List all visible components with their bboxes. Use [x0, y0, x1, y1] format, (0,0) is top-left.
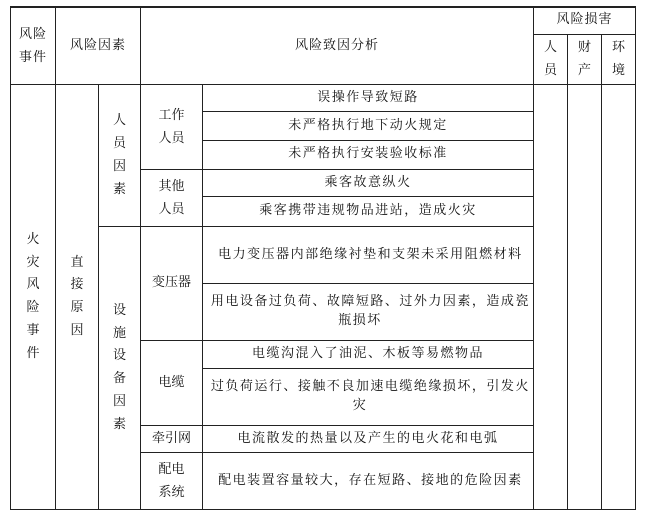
header-damage-personnel: 人员: [534, 34, 568, 84]
cause-cell: 乘客故意纵火: [203, 169, 534, 196]
cause-cell: 用电设备过负荷、故障短路、过外力因素，造成瓷瓶损坏: [203, 283, 534, 341]
subgroup-others-cell: 其他人员: [141, 169, 203, 227]
subgroup-staff-cell: 工作人员: [141, 85, 203, 170]
cause-cell: 乘客携带违规物品进站，造成火灾: [203, 197, 534, 227]
cause-cell: 未严格执行安装验收标准: [203, 140, 534, 169]
risk-analysis-table: [10, 6, 636, 510]
damage-property-cell: [568, 85, 602, 510]
cause-cell: 配电装置容量较大，存在短路、接地的危险因素: [203, 453, 534, 510]
cause-cell: 未严格执行地下动火规定: [203, 112, 534, 140]
damage-environment-cell: [602, 85, 636, 510]
damage-personnel-cell: [534, 85, 568, 510]
group-facilities-cell: 设施设备因素: [99, 227, 141, 510]
factor-type-cell: 直接原因: [56, 85, 99, 510]
header-damage-environment: 环境: [602, 34, 636, 84]
subgroup-distribution-cell: 配电系统: [141, 453, 203, 510]
cause-cell: 电缆沟混入了油泥、木板等易燃物品: [203, 341, 534, 368]
cause-cell: 过负荷运行、接触不良加速电缆绝缘损坏，引发火灾: [203, 368, 534, 426]
risk-event-cell: 火灾风险事件: [11, 85, 56, 510]
header-cause-analysis: 风险致因分析: [141, 7, 534, 85]
header-risk-event: 风险事件: [11, 7, 56, 85]
subgroup-transformer-cell: 变压器: [141, 227, 203, 341]
header-risk-factor: 风险因素: [56, 7, 141, 85]
subgroup-cable-cell: 电缆: [141, 341, 203, 426]
cause-cell: 电流散发的热量以及产生的电火花和电弧: [203, 426, 534, 453]
header-risk-damage: 风险损害: [534, 7, 636, 34]
subgroup-traction-cell: 牵引网: [141, 426, 203, 453]
cause-cell: 误操作导致短路: [203, 85, 534, 112]
group-personnel-cell: 人员因素: [99, 85, 141, 227]
header-damage-property: 财产: [568, 34, 602, 84]
cause-cell: 电力变压器内部绝缘衬垫和支架未采用阻燃材料: [203, 227, 534, 284]
